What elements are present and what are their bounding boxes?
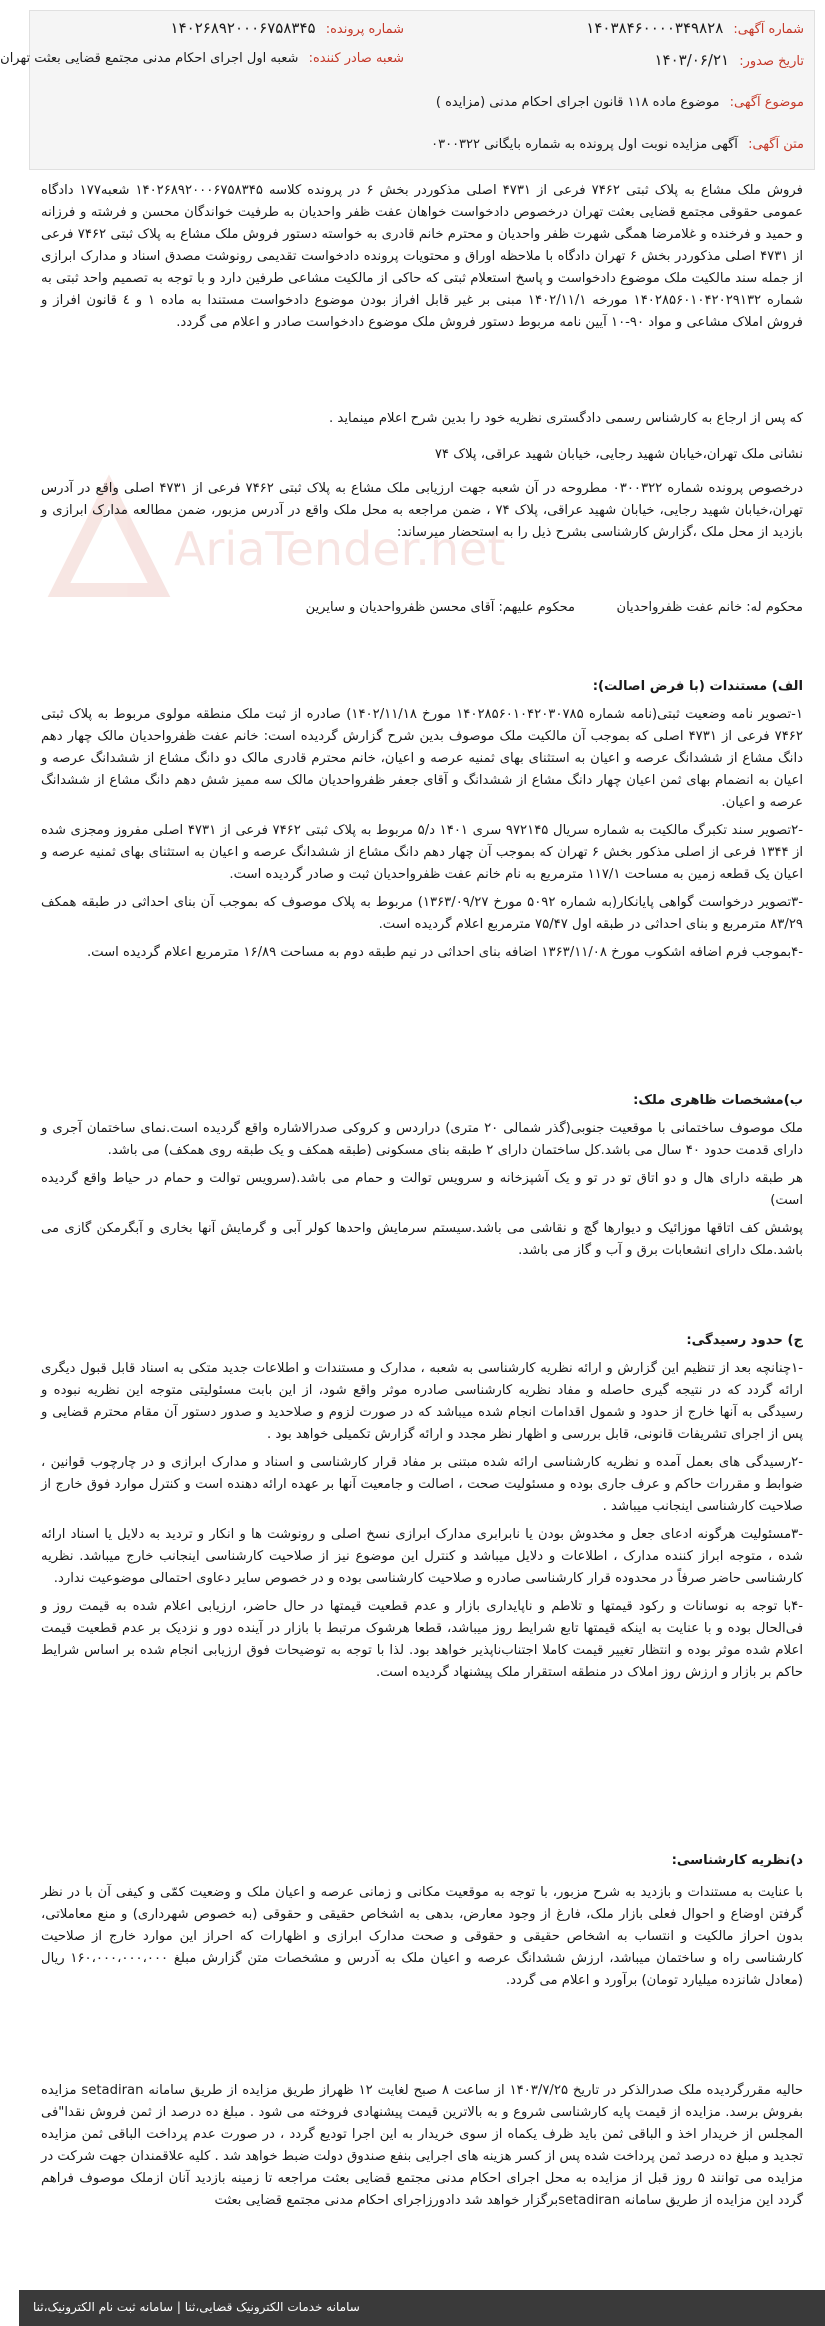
section-c-item: -۱چنانچه بعد از تنظیم این گزارش و ارائه نظریه کارشناسی به شعبه ، مدارک و مستندات و اطلاعات جدید متکی به اسناد قابل قبول دیگری ارائه گردد که در نتیجه گیری حاصله و مفاد نظریه کارشناسی صادره موثر واقع شود، از این بابت مسئولیتی متوجه این نظریه نبوده و رسیدگی به آنها خارج از حدود و شمول اقدامات انجام شده میباشد که در صورت لزوم و صلاحدید و صدور دستور آن مقام محترم قضایی و پس از اجرای تشریفات قانونی، قابل بررسی و اظهار نظر مجدد و ارائه گزارش تکمیلی خواهد بود . <box>41 1361 803 1442</box>
section-d-text: با عنایت به مستندات و بازدید به شرح مزبور، با توجه به موقعیت مکانی و زمانی عرصه و اعیان ملک و وضعیت کمّی و کیفی آن با در نظر گرفتن اوضاع و احوال فعلی بازار ملک، فارغ از وجود معارض، بدهی به اشخاص حقیقی و حقوقی (به خصوص شهرداری) و منع معاملاتی، بدون احراز مالکیت و انتساب به اشخاص حقیقی و حقوقی و صحت مدارک ابرازی و اظهارات که احراز این موارد خارج از صلاحیت کارشناسی راه و ساختمان میباشد، ارزش ششدانگ عرصه و اعیان ملک به آدرس و مشخصات متن گزارش مبلغ ۱۶۰،۰۰۰،۰۰۰،۰۰۰ ریال (معادل شانزده میلیارد تومان) برآورد و اعلام می گردد. <box>41 1885 803 1988</box>
section-b-item: پوشش کف اتاقها موزائیک و دیوارها گچ و نقاشی می باشد.سیستم سرمایش واحدها کولر آبی و گرمایش آنها بخاری و آبگرمکن گازی می باشد.ملک دارای انشعابات برق و آب و گاز می باشد. <box>41 1221 803 1258</box>
section-a <box>41 676 803 964</box>
ad-number-label: شماره آگهی: <box>733 22 804 37</box>
section-b-item: ملک موصوف ساختمانی با موقعیت جنوبی(گذر شمالی ۲۰ متری) دراردس و کروکی صدرالاشاره واقع گردیده است.نمای ساختمان آجری و دارای قدمت حدود ۴۰ سال می باشد.کل ساختمان دارای ۲ طبقه بنای مسکونی (طبقه همکف و یک طبقه روی همکف) می باشد. <box>41 1121 803 1158</box>
issuer-label: شعبه صادر کننده: <box>308 51 404 66</box>
section-a-item: -۴بموجب فرم اضافه اشکوب مورخ ۱۳۶۳/۱۱/۰۸ اضافه بنای احداثی در نیم طبقه دوم به مساحت ۱۶/۸۹ مترمربع اعلام گردیده است. <box>86 945 803 960</box>
footer-bar <box>19 2290 825 2326</box>
section-b-title: ب)مشخصات ظاهری ملک: <box>633 1093 803 1108</box>
section-a-item: -۲تصویر سند تکبرگ مالکیت به شماره سریال ۹۷۲۱۴۵ سری ۱۴۰۱ د/۵ مربوط به پلاک ثبتی ۷۴۶۲ فرعی از ۴۷۳۱ اصلی مفروز ومجزی شده از ۱۳۴۴ فرعی از اصلی مذکور بخش ۶ تهران که بموجب آن چهار دهم دانگ مشاع از ششدانگ عرصه و اعیان به استثنای بهای ثمنیه عرصه و اعیان یک قطعه زمین به مساحت ۱۱۷/۱ مترمربع به نام خانم عفت ظفرواحدیان ثبت و صادر گردیده است. <box>41 823 804 882</box>
subject: موضوع ماده ۱۱۸ قانون اجرای احکام مدنی (مزایده ) <box>435 95 720 110</box>
ad-number: ۱۴۰۳۸۴۶۰۰۰۰۳۴۹۸۲۸ <box>586 19 724 37</box>
section-c-item: -۲رسیدگی های بعمل آمده و نظریه کارشناسی ارائه شده مبتنی بر مفاد قرار کارشناسی و اسناد و مدارک ابرازی و در چارچوب قوانین ، ضوابط و مقررات حاکم و عرف جاری بوده و مسئولیت صحت ، اصالت و جامعیت آنها بر عهده ارائه دهنده است و کنترل موارد فوق خارج از صلاحیت کارشناسی اینجانب میباشد . <box>41 1455 803 1514</box>
section-a-item: ۱-تصویر نامه وضعیت ثبتی(نامه شماره ۱۴۰۲۸۵۶۰۱۰۴۲۰۳۰۷۸۵ مورخ ۱۴۰۲/۱۱/۱۸) صادره از ثبت ملک منطقه مولوی مربوط به پلاک ثبتی ۷۴۶۲ فرعی از ۴۷۳۱ اصلی که بموجب آن مالکیت ملک موصوف بدین شرح گزارش گردیده است: خانم عفت ظفرواحدیان مالک چهار دهم دانگ مشاع از ششدانگ عرصه و اعیان به استثنای بهای ثمنیه عرصه و اعیان، خانم محترم قادری مالک دو دانگ مشاع از ششدانگ عرصه و اعیان به انضمام بهای ثمن اعیان چهار دانگ مشاع از ششدانگ و آقای جعفر ظفرواحدیان مالک سه ممیز شش دهم دانگ مشاع از ششدانگ عرصه و اعیان. <box>41 707 803 810</box>
text-label: متن آگهی: <box>748 137 804 152</box>
section-b <box>41 1090 803 1262</box>
closing-paragraph: حالیه مقررگردیده ملک صدرالذکر در تاریخ ۱۴۰۳/۷/۲۵ از ساعت ۸ صبح لغایت ۱۲ ظهراز طریق مزایده از طریق سامانه setadiran مزایده بفروش برسد. مزایده از قیمت پایه کارشناسی شروع و به بالاترین قیمت پیشنهادی فروخته می شود . مبلغ ده درصد از ثمن فروش نقدا"فی المجلس از خریدار اخذ و الباقی ثمن باید ظرف یکماه از سوی خریدار به این اجرا تودیع گردد ، در صورت عدم پرداخت الباقی ثمن مزایده تجدید و مبلغ ده درصد ثمن پرداخت شده پس از کسر هزینه های اجرایی بنفع صندوق دولت ضبط خواهد شد . کلیه علاقمندان جهت شرکت در مزایده می توانند ۵ روز قبل از مزایده به محل اجرای احکام مدنی مجتمع قضایی بعثت مراجعه تا زمینه بازدید آنان ازملک موصوف فراهم گردد این مزایده از طریق سامانه setadiranبرگزار خواهد شد دادورزاجرای احکام مدنی مجتمع قضایی بعثت <box>41 2083 803 2208</box>
section-b-item: هر طبقه دارای هال و دو اتاق تو در تو و یک آشپزخانه و سرویس توالت و حمام می باشد.(سرویس توالت و حمام در حیاط واقع گردیده است) <box>41 1171 803 1208</box>
case-number-row <box>171 19 404 37</box>
section-c-item: -۴با توجه به نوسانات و رکود قیمتها و تلاطم و ناپایداری بازار و عدم قطعیت قیمتها در حال حاضر، ارزیابی اعلام شده به قیمت روز و فی‌الحال بوده و با عنایت به اینکه قیمتها تابع شرایط روز میباشد، قطعا هرشوک مرتبط با بازار در آینده دور و نزدیک بر عدم قطعیت قیمت اعلام شده موثر بوده و انتظار تغییر قیمت کاملا اجتناب‌ناپذیر خواهد بود. لذا با توجه به توضیحات فوق ارزیابی انجام شده بر اساس شرایط حاکم بر بازار و ارزش روز املاک در منطقه استقرار ملک پیشنهاد گردیده است. <box>41 1599 803 1680</box>
section-c <box>41 1330 803 1684</box>
ad-header <box>0 10 815 170</box>
plaintiff: محکوم له: خانم عفت ظفرواحدیان <box>616 600 803 615</box>
case-number: ۱۴۰۲۶۸۹۲۰۰۰۶۷۵۸۳۴۵ <box>170 19 316 37</box>
intro-paragraph-2: که پس از ارجاع به کارشناس رسمی دادگستری نظریه خود را بدین شرح اعلام مینماید . <box>329 411 803 426</box>
section-d-title: د)نظریه کارشناسی: <box>671 1853 803 1868</box>
case-number-label: شماره پرونده: <box>325 22 404 37</box>
defendants: محکوم علیهم: آقای محسن ظفرواحدیان و سایرین <box>305 600 575 615</box>
text-title: آگهی مزایده نوبت اول پرونده به شماره بایگانی ۰۳۰۰۳۲۲ <box>431 137 738 152</box>
issue-date: ۱۴۰۳/۰۶/۲۱ <box>654 51 730 69</box>
subject-row <box>436 95 804 110</box>
issue-date-row <box>655 51 805 69</box>
section-a-item: -۳تصویر درخواست گواهی پایانکار(به شماره ۵۰۹۲ مورخ ۱۳۶۳/۰۹/۲۷) مربوط به پلاک موصوف که بموجب آن بنای احداثی در طبقه همکف ۸۳/۲۹ مترمربع و بنای احداثی در طبقه اول ۷۵/۴۷ مترمربع اعلام گردیده است. <box>41 895 803 932</box>
subject-label: موضوع آگهی: <box>729 95 804 110</box>
section-c-item: -۳مسئولیت هرگونه ادعای جعل و مخدوش بودن یا نابرابری مدارک ابرازی نسخ اصلی و رونوشت ها و انکار و تردید به دلایل یا اسناد ارائه شده ، متوجه ابراز کننده مدارک ، اطلاعات و دلایل میباشد و کنترل این موضوع نیز از صلاحیت کارشناسی اینجانب خارج میباشد. نظریه کارشناسی حاضر صرفاً در محدوده قرار کارشناسی صادره و صلاحیت کارشناسی بوده و در خصوص سایر دعاوی احتمالی موضوعیت ندارد. <box>41 1527 803 1586</box>
text-title-row <box>431 137 804 152</box>
section-d <box>41 1850 803 1992</box>
intro-paragraph: فروش ملک مشاع به پلاک ثبتی ۷۴۶۲ فرعی از ۴۷۳۱ اصلی مذکوردر بخش ۶ در پرونده کلاسه ۱۴۰۲۶۸۹۲۰۰۰۶۷۵۸۳۴۵ شعبه۱۷۷ دادگاه عمومی حقوقی مجتمع قضایی بعثت تهران درخصوص دادخواست خواهان عفت ظفر واحدیان به طرفیت خواندگان محسن و فرشته و فرزانه و حمید و فرخنده و غلامرضا همگی شهرت ظفر واحدیان و محترم خانم قادری به خواسته دستور فروش ملک مشاع به پلاک ثبتی ۷۴۶۲ فرعی از ۴۷۳۱ اصلی مذکوردر بخش ۶ تهران دادگاه با ملاحظه اوراق و محتویات پرونده دادخواست تقدیمی رونوشت مصدق اسناد و مدارک ابرازی از جمله سند مالکیت ملک موضوع دادخواست و پاسخ استعلام ثبتی که حاکی از مالکیت مشاعی طرفین دارد و با توجه به تصمیم واحد ثبتی به شماره ۱۴۰۲۸۵۶۰۱۰۴۲۰۲۹۱۳۲ مورخه ۱۴۰۲/۱۱/۱ مبنی بر غیر قابل افراز بودن موضوع دادخواست مستندا به ماده ۱ و ٤ قانون افراز و فروش املاک مشاعی و مواد ۹۰-۱۰ آیین نامه مربوط دستور فروش ملک موضوع دادخواست صادر و اعلام می گردد. <box>41 183 804 330</box>
watermark-text: AriaTender.net <box>174 522 506 576</box>
section-c-title: ج) حدود رسیدگی: <box>686 1333 803 1348</box>
section-a-title: الف) مستندات (با فرض اصالت): <box>592 679 803 694</box>
issuer-row <box>0 51 404 66</box>
footer-text: سامانه خدمات الکترونیک قضایی،ثنا | سامانه ثبت نام الکترونیک،ثنا <box>33 2300 360 2314</box>
issue-date-label: تاریخ صدور: <box>739 54 804 69</box>
case-paragraph: درخصوص پرونده شماره ۰۳۰۰۳۲۲ مطروحه در آن شعبه جهت ارزیابی ملک مشاع به پلاک ثبتی ۷۴۶۲ فرعی از ۴۷۳۱ اصلی واقع در آدرس تهران،خیابان شهید رجایی، خیابان شهید عراقی، پلاک ۷۴ ، ضمن مراجعه به محل ملک واقع در آدرس مزبور، ضمن مطالعه مدارک ابرازی و بازدید از محل ملک ،گزارش کارشناسی بشرح ذیل را به استحضار میرساند: <box>41 481 803 540</box>
property-address: نشانی ملک تهران،خیابان شهید رجایی، خیابان شهید عراقی، پلاک ۷۴ <box>434 447 803 462</box>
ad-number-row <box>586 19 804 37</box>
issuer: شعبه اول اجرای احکام مدنی مجتمع قضایی بعثت تهران <box>0 51 299 66</box>
